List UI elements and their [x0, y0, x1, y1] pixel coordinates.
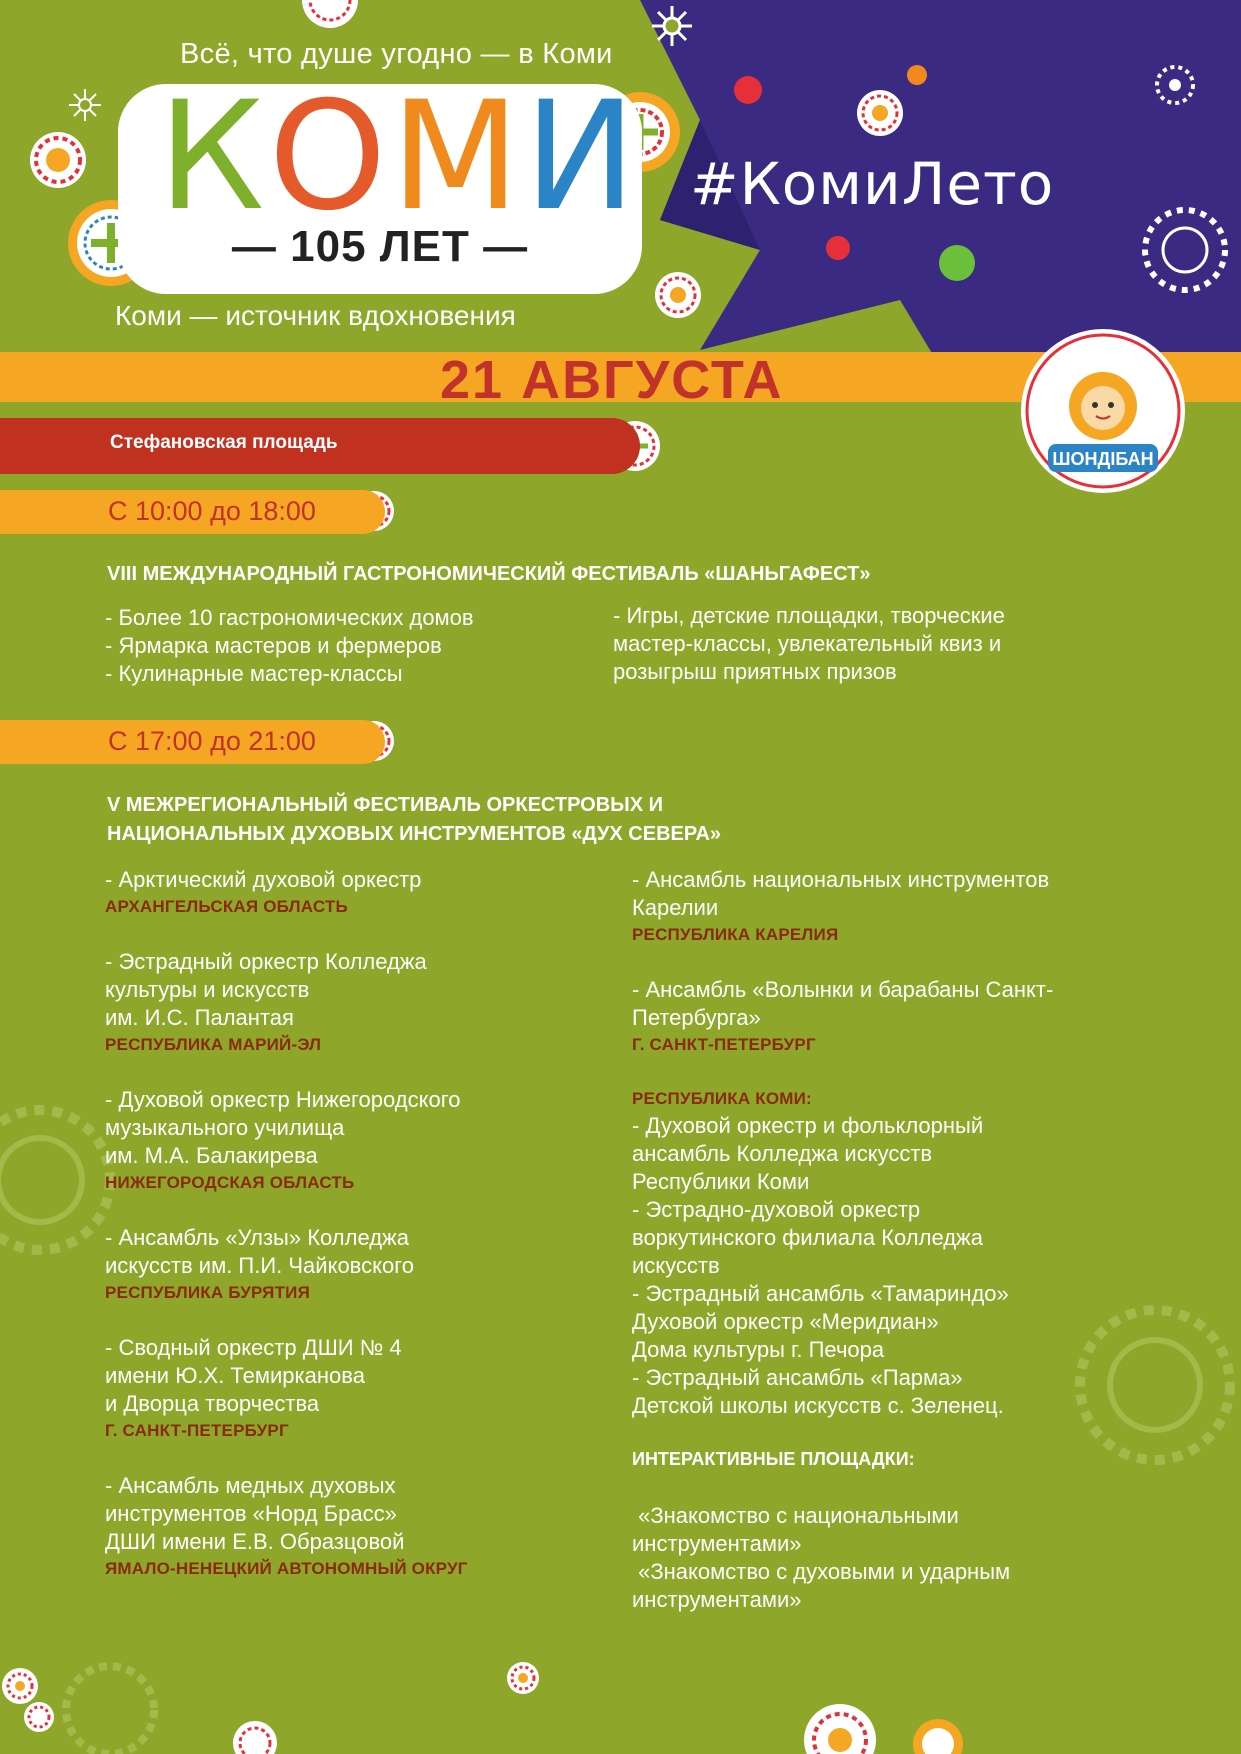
logo-years: — 105 ЛЕТ —	[231, 222, 529, 271]
logo-card	[118, 70, 642, 294]
entry-line: - Ансамбль «Волынки и барабаны Санкт-	[632, 977, 1054, 1002]
svg-text:ШОНДІБАН: ШОНДІБАН	[1052, 449, 1154, 469]
entry-line: воркутинского филиала Колледжа	[632, 1225, 984, 1250]
entry-line: культуры и искусств	[105, 977, 310, 1002]
orchestra-entry	[105, 1472, 468, 1582]
logo-word	[158, 70, 641, 244]
hashtag: #КомиЛето	[690, 150, 1055, 218]
entry-line: Дома культуры г. Печора	[632, 1337, 885, 1362]
ornament-icon	[300, 0, 360, 30]
entry-line: - Эстрадно-духовой оркестр	[632, 1197, 921, 1222]
region-label: Г. САНКТ-ПЕТЕРБУРГ	[632, 1035, 816, 1054]
region-label: РЕСПУБЛИКА МАРИЙ-ЭЛ	[105, 1035, 322, 1054]
entry-line: ДШИ имени Е.В. Образцовой	[105, 1529, 405, 1554]
ornament-icon	[230, 1718, 280, 1754]
festival-1-right-list	[613, 602, 1005, 686]
entry-line: Карелии	[632, 895, 719, 920]
ornament-icon	[910, 1716, 966, 1754]
festival-title-2-line: V МЕЖРЕГИОНАЛЬНЫЙ ФЕСТИВАЛЬ ОРКЕСТРОВЫХ И	[107, 794, 663, 816]
region-label: НИЖЕГОРОДСКАЯ ОБЛАСТЬ	[105, 1173, 355, 1192]
festival-title-2	[107, 791, 721, 849]
ornament-icon	[505, 1660, 541, 1696]
entry-line: Детской школы искусств с. Зеленец.	[632, 1393, 1004, 1418]
list-item: - Кулинарные мастер-классы	[105, 661, 403, 686]
entry-line: «Знакомство с духовыми и ударным	[632, 1559, 1011, 1584]
orchestra-entry	[105, 866, 421, 920]
region-label: РЕСПУБЛИКА КОМИ:	[632, 1089, 812, 1108]
entry-line: искусств им. П.И. Чайковского	[105, 1253, 415, 1278]
orchestra-entry	[105, 1334, 402, 1444]
entry-line: - Арктический духовой оркестр	[105, 867, 422, 892]
region-label: АРХАНГЕЛЬСКАЯ ОБЛАСТЬ	[105, 897, 348, 916]
entry-line: Республики Коми	[632, 1169, 810, 1194]
orchestra-entry	[105, 1086, 461, 1196]
subtitle: Коми — источник вдохновения	[115, 300, 516, 331]
list-item: - Ярмарка мастеров и фермеров	[105, 633, 442, 658]
ornament-icon	[800, 1700, 880, 1754]
entry-line: им. М.А. Балакирева	[105, 1143, 318, 1168]
shondiban-badge-logo	[1018, 326, 1188, 496]
tagline: Всё, что душе угодно — в Коми	[180, 38, 613, 70]
entry-line: - Духовой оркестр и фольклорный	[632, 1113, 984, 1138]
sun-icon	[68, 88, 102, 122]
ornament-icon	[28, 130, 88, 190]
event-date: 21 АВГУСТА	[440, 350, 784, 410]
ornament-icon	[22, 1700, 56, 1734]
region-label: РЕСПУБЛИКА БУРЯТИЯ	[105, 1283, 310, 1302]
komi-orchestras	[632, 1086, 1009, 1420]
orchestra-entry	[632, 976, 1053, 1058]
list-item: - Игры, детские площадки, творческие	[613, 603, 1005, 628]
festival-1-left-list	[105, 604, 474, 688]
ornament-icon	[855, 88, 905, 138]
list-item: розыгрыш приятных призов	[613, 659, 897, 684]
entry-line: - Сводный оркестр ДШИ № 4	[105, 1335, 402, 1360]
entry-line: и Дворца творчества	[105, 1391, 320, 1416]
place-name: Стефановская площадь	[110, 432, 338, 453]
entry-line: ансамбль Колледжа искусств	[632, 1141, 933, 1166]
entry-line: - Духовой оркестр Нижегородского	[105, 1087, 461, 1112]
orchestra-entry	[105, 1224, 414, 1306]
logo-letter: О	[268, 70, 391, 244]
orchestra-entry	[105, 948, 427, 1058]
entry-line: искусств	[632, 1253, 720, 1278]
region-label: Г. САНКТ-ПЕТЕРБУРГ	[105, 1421, 289, 1440]
ornament-icon	[60, 1660, 160, 1754]
interactive-list	[632, 1502, 1010, 1614]
entry-line: инструментами»	[632, 1531, 802, 1556]
logo-letter: М	[390, 70, 524, 244]
logo-letter: К	[158, 70, 269, 244]
entry-line: - Ансамбль «Улзы» Колледжа	[105, 1225, 410, 1250]
region-label: РЕСПУБЛИКА КАРЕЛИЯ	[632, 925, 839, 944]
entry-line: - Ансамбль медных духовых	[105, 1473, 396, 1498]
entry-line: - Эстрадный ансамбль «Парма»	[632, 1365, 963, 1390]
festival-title-1: VIII МЕЖДУНАРОДНЫЙ ГАСТРОНОМИЧЕСКИЙ ФЕСТИВАЛЬ «ШАНЬГАФЕСТ»	[107, 563, 871, 585]
sun-icon	[650, 4, 694, 48]
ornament-icon	[653, 270, 703, 320]
entry-line: - Ансамбль национальных инструментов	[632, 867, 1050, 892]
logo-letter: И	[524, 70, 641, 244]
entry-line: инструментов «Норд Брасс»	[105, 1501, 397, 1526]
ornament-icon	[0, 1100, 120, 1260]
ornament-icon	[1070, 1300, 1240, 1470]
entry-line: Духовой оркестр «Меридиан»	[632, 1309, 939, 1334]
entry-line: инструментами»	[632, 1587, 802, 1612]
time-label-1: С 10:00 до 18:00	[108, 496, 316, 526]
region-label: ЯМАЛО-НЕНЕЦКИЙ АВТОНОМНЫЙ ОКРУГ	[105, 1559, 468, 1578]
festival-title-2-line: НАЦИОНАЛЬНЫХ ДУХОВЫХ ИНСТРУМЕНТОВ «ДУХ СЕВЕРА»	[107, 823, 722, 845]
entry-line: музыкального училища	[105, 1115, 345, 1140]
interactive-heading: ИНТЕРАКТИВНЫЕ ПЛОЩАДКИ:	[632, 1449, 915, 1469]
orchestra-entry	[632, 866, 1049, 948]
entry-line: - Эстрадный оркестр Колледжа	[105, 949, 427, 974]
time-label-2: С 17:00 до 21:00	[108, 726, 316, 756]
entry-line: имени Ю.Х. Темирканова	[105, 1363, 365, 1388]
entry-line: им. И.С. Палантая	[105, 1005, 294, 1030]
entry-line: «Знакомство с национальными	[632, 1503, 959, 1528]
list-item: мастер-классы, увлекательный квиз и	[613, 631, 1002, 656]
entry-line: - Эстрадный ансамбль «Тамариндо»	[632, 1281, 1009, 1306]
entry-line: Петербурга»	[632, 1005, 761, 1030]
list-item: - Более 10 гастрономических домов	[105, 605, 474, 630]
